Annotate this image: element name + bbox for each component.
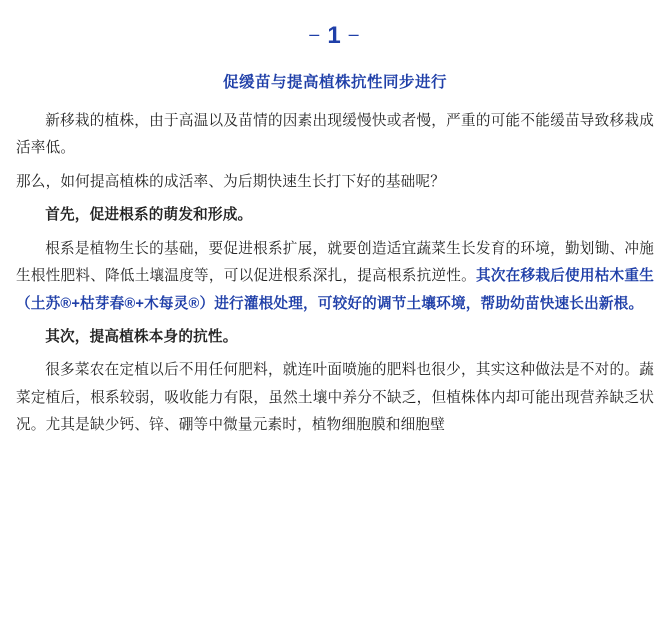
document-page — [0, 24, 670, 624]
section-number-value: 1 — [327, 22, 343, 49]
paragraph-roots-emphasis: 其次在移栽后使用枯木重生（土苏®+枯芽春®+木每灵®）进行灌根处理，可较好的调节土壤环境，帮助幼苗快速长出新根。 — [16, 268, 654, 312]
paragraph-roots — [16, 236, 654, 318]
section-number — [16, 24, 654, 48]
section-number-left-dash: – — [309, 24, 322, 44]
paragraph-nutrition: 很多菜农在定植以后不用任何肥料，就连叶面喷施的肥料也很少，其实这种做法是不对的。蔬菜定植后，根系较弱，吸收能力有限，虽然土壤中养分不缺乏，但植株体内却可能出现营养缺乏状况。尤其是缺少钙、锌、硼等中微量元素时，植物细胞膜和细胞壁 — [16, 362, 654, 434]
page-title: 促缓苗与提高植株抗性同步进行 — [222, 74, 447, 91]
section-number-right-dash: – — [348, 24, 361, 44]
paragraph-subhead-first: 首先，促进根系的萌发和形成。 — [45, 207, 253, 224]
paragraph-intro: 新移栽的植株，由于高温以及苗情的因素出现缓慢快或者慢，严重的可能不能缓苗导致移栽成活率低。 — [16, 113, 654, 157]
paragraph-question: 那么，如何提高植株的成活率、为后期快速生长打下好的基础呢？ — [16, 173, 446, 190]
paragraph-roots-text: 根系是植物生长的基础，要促进根系扩展，就要创造适宜蔬菜生长发育的环境，勤划锄、冲施生根性肥料、降低土壤温度等，可以促进根系深扎，提高根系抗逆性。 — [16, 240, 654, 285]
paragraph-subhead-second: 其次，提高植株本身的抗性。 — [45, 328, 238, 345]
